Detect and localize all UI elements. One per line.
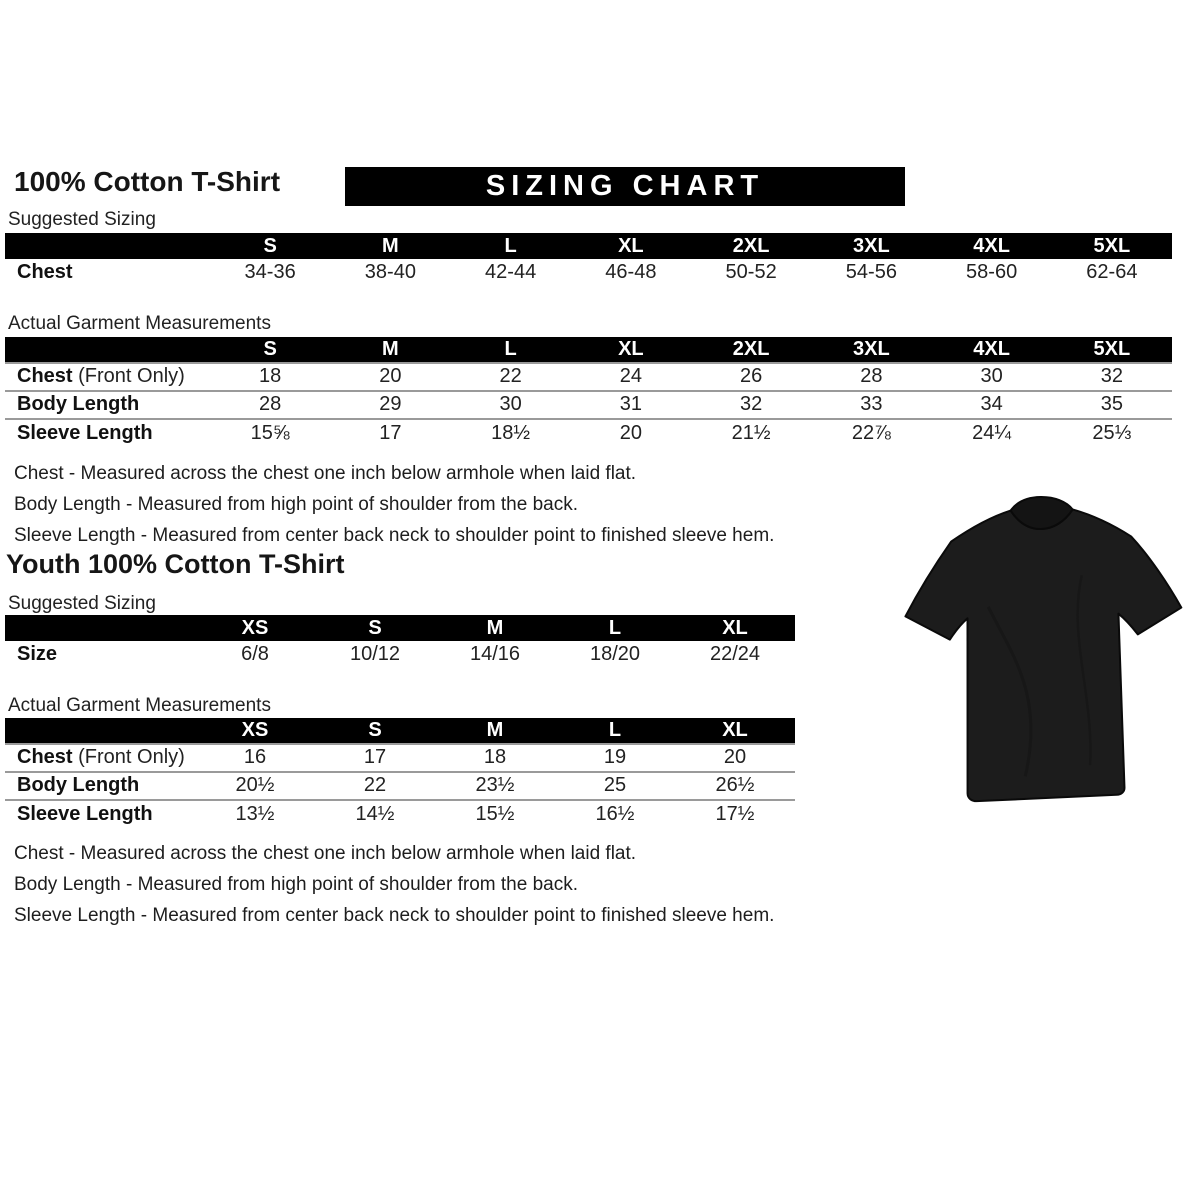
- table-header-spacer: [5, 718, 195, 744]
- value-cell: 17: [330, 419, 450, 447]
- size-column-header: L: [555, 615, 675, 641]
- row-label: Body Length: [5, 391, 210, 419]
- size-column-header: 3XL: [811, 337, 931, 363]
- value-cell: 14½: [315, 800, 435, 828]
- size-column-header: M: [330, 337, 450, 363]
- measurement-note: Body Length - Measured from high point of shoulder from the back.: [14, 874, 578, 895]
- table-row: [5, 391, 1172, 419]
- size-column-header: M: [435, 615, 555, 641]
- value-cell: 58-60: [966, 261, 1018, 283]
- value-cell: 23½: [435, 772, 555, 800]
- value-cell: 20: [571, 419, 691, 447]
- value-cell: 34-36: [244, 261, 296, 283]
- table-header-spacer: [5, 337, 210, 363]
- row-label: Sleeve Length: [5, 800, 195, 828]
- table-header-row: [5, 615, 795, 641]
- measurement-note: Body Length - Measured from high point of shoulder from the back.: [14, 494, 578, 515]
- size-column-header: 4XL: [932, 337, 1052, 363]
- size-column-header: L: [451, 233, 571, 259]
- table-row: [5, 744, 795, 772]
- size-column-header: 5XL: [1052, 233, 1172, 259]
- value-cell: 30: [451, 391, 571, 419]
- size-column-header: 3XL: [811, 233, 931, 259]
- value-cell: 54-56: [845, 261, 897, 283]
- value-cell: 29: [330, 391, 450, 419]
- value-cell: 33: [811, 391, 931, 419]
- value-cell: 15½: [435, 800, 555, 828]
- value-cell: 18/20: [589, 643, 641, 665]
- value-cell: 17: [315, 744, 435, 772]
- value-cell: 15⅝: [210, 419, 330, 447]
- measurement-note: Sleeve Length - Measured from center back neck to shoulder point to finished sleeve hem.: [14, 905, 775, 926]
- youth-suggested-sizing-label: Suggested Sizing: [8, 593, 156, 614]
- row-label: Chest (Front Only): [5, 744, 195, 772]
- size-column-header: 2XL: [691, 337, 811, 363]
- measurement-note: Sleeve Length - Measured from center back neck to shoulder point to finished sleeve hem.: [14, 525, 775, 546]
- measurement-note: Chest - Measured across the chest one inch below armhole when laid flat.: [14, 843, 637, 864]
- table-row: [5, 772, 795, 800]
- value-cell: 17½: [675, 800, 795, 828]
- value-cell: 26: [691, 363, 811, 391]
- value-cell: 16½: [555, 800, 675, 828]
- size-column-header: S: [315, 718, 435, 744]
- row-label: Body Length: [5, 772, 195, 800]
- row-label: Chest: [17, 261, 73, 283]
- value-cell: 26½: [675, 772, 795, 800]
- youth-measurements-label: Actual Garment Measurements: [8, 695, 271, 716]
- row-label: Chest (Front Only): [5, 363, 210, 391]
- value-cell: 22⅞: [811, 419, 931, 447]
- value-cell: 20½: [195, 772, 315, 800]
- value-cell: 32: [1052, 363, 1172, 391]
- value-cell: 20: [675, 744, 795, 772]
- size-column-header: L: [555, 718, 675, 744]
- table-row: [5, 259, 1172, 287]
- value-cell: 32: [691, 391, 811, 419]
- sizing-chart-banner: SIZING CHART: [345, 167, 905, 206]
- table-header-row: [5, 233, 1172, 259]
- value-cell: 25⅓: [1052, 419, 1172, 447]
- tshirt-icon: [893, 486, 1193, 812]
- value-cell: 30: [932, 363, 1052, 391]
- page-title: 100% Cotton T-Shirt: [14, 166, 281, 197]
- table-row: [5, 419, 1172, 447]
- size-column-header: XS: [195, 615, 315, 641]
- value-cell: 50-52: [725, 261, 777, 283]
- value-cell: 22: [315, 772, 435, 800]
- size-column-header: L: [451, 337, 571, 363]
- size-column-header: S: [210, 337, 330, 363]
- youth-suggested-sizing-table: [5, 615, 795, 669]
- row-label: Size: [17, 643, 58, 665]
- size-column-header: XL: [675, 718, 795, 744]
- value-cell: 25: [555, 772, 675, 800]
- size-column-header: XL: [571, 233, 691, 259]
- size-column-header: 2XL: [691, 233, 811, 259]
- adult-suggested-sizing-table: [5, 233, 1172, 287]
- measurement-note: Chest - Measured across the chest one inch below armhole when laid flat.: [14, 463, 637, 484]
- black-tshirt-image: [893, 486, 1193, 812]
- value-cell: 35: [1052, 391, 1172, 419]
- adult-measurements-table: [5, 337, 1172, 447]
- value-cell: 42-44: [485, 261, 537, 283]
- adult-measurements-label: Actual Garment Measurements: [8, 313, 271, 334]
- youth-measurements-table: [5, 718, 795, 828]
- value-cell: 16: [195, 744, 315, 772]
- size-column-header: M: [330, 233, 450, 259]
- size-column-header: S: [315, 615, 435, 641]
- value-cell: 34: [932, 391, 1052, 419]
- table-header-spacer: [5, 233, 210, 259]
- size-column-header: XL: [571, 337, 691, 363]
- size-column-header: 5XL: [1052, 337, 1172, 363]
- table-row: [5, 363, 1172, 391]
- value-cell: 18: [435, 744, 555, 772]
- table-header-row: [5, 337, 1172, 363]
- size-column-header: XS: [195, 718, 315, 744]
- value-cell: 20: [330, 363, 450, 391]
- value-cell: 22/24: [709, 643, 761, 665]
- value-cell: 22: [451, 363, 571, 391]
- value-cell: 21½: [691, 419, 811, 447]
- size-column-header: S: [210, 233, 330, 259]
- value-cell: 18: [210, 363, 330, 391]
- value-cell: 31: [571, 391, 691, 419]
- adult-measurement-notes: [14, 463, 774, 556]
- value-cell: 18½: [451, 419, 571, 447]
- size-column-header: 4XL: [932, 233, 1052, 259]
- value-cell: 28: [811, 363, 931, 391]
- value-cell: 46-48: [605, 261, 657, 283]
- table-header-row: [5, 718, 795, 744]
- adult-suggested-sizing-label: Suggested Sizing: [8, 209, 156, 230]
- value-cell: 28: [210, 391, 330, 419]
- value-cell: 19: [555, 744, 675, 772]
- table-row: [5, 641, 795, 669]
- value-cell: 62-64: [1086, 261, 1138, 283]
- youth-measurement-notes: [14, 843, 774, 936]
- size-column-header: M: [435, 718, 555, 744]
- table-row: [5, 800, 795, 828]
- table-header-spacer: [5, 615, 195, 641]
- size-column-header: XL: [675, 615, 795, 641]
- value-cell: 13½: [195, 800, 315, 828]
- value-cell: 6/8: [241, 643, 269, 665]
- value-cell: 10/12: [349, 643, 401, 665]
- value-cell: 14/16: [469, 643, 521, 665]
- row-label: Sleeve Length: [5, 419, 210, 447]
- value-cell: 24¼: [932, 419, 1052, 447]
- value-cell: 38-40: [364, 261, 416, 283]
- youth-section-title: Youth 100% Cotton T-Shirt: [6, 549, 345, 579]
- value-cell: 24: [571, 363, 691, 391]
